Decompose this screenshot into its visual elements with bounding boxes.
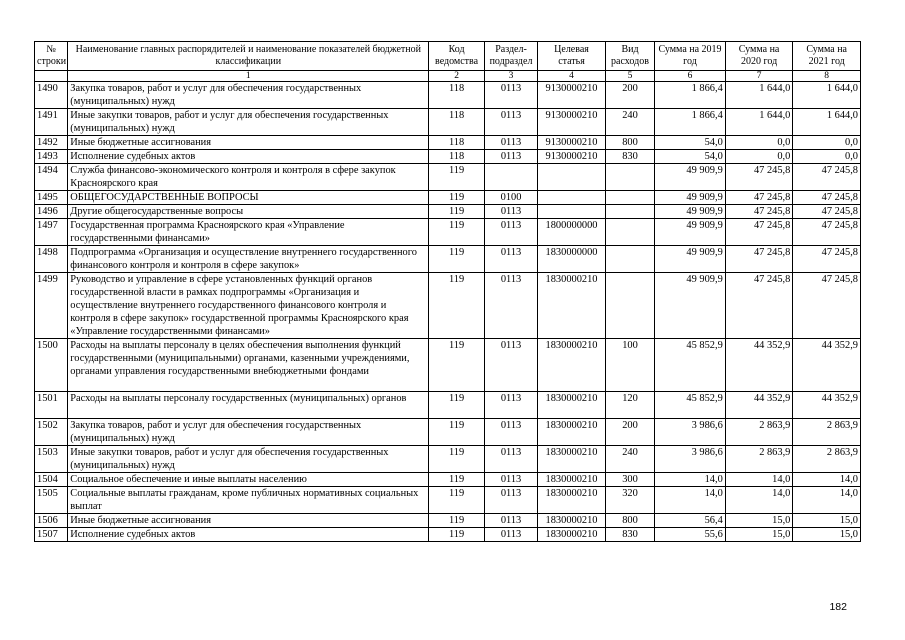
row-target-item: 1800000000	[538, 219, 606, 246]
budget-table	[34, 41, 861, 542]
row-sum-2020: 47 245,8	[725, 273, 793, 339]
row-section: 0113	[484, 473, 537, 487]
row-number: 1495	[35, 191, 68, 205]
row-department-code: 119	[429, 473, 484, 487]
row-expense-type	[605, 273, 654, 339]
row-name: Расходы на выплаты персоналу в целях обеспечения выполнения функций государственными (муниципальными) органами, казенными учреждениями, органами управления государственными внебюджетными фондами	[68, 339, 429, 392]
row-department-code: 119	[429, 191, 484, 205]
row-sum-2021: 1 644,0	[793, 82, 861, 109]
row-sum-2021: 0,0	[793, 150, 861, 164]
row-expense-type: 830	[605, 528, 654, 542]
row-name: Исполнение судебных актов	[68, 150, 429, 164]
row-sum-2020: 44 352,9	[725, 339, 793, 392]
row-number: 1504	[35, 473, 68, 487]
row-target-item: 9130000210	[538, 150, 606, 164]
table-body	[35, 82, 861, 542]
row-department-code: 118	[429, 136, 484, 150]
table-row	[35, 473, 861, 487]
row-department-code: 119	[429, 164, 484, 191]
row-sum-2021: 47 245,8	[793, 246, 861, 273]
row-section: 0113	[484, 446, 537, 473]
row-sum-2021: 14,0	[793, 473, 861, 487]
row-name: Социальные выплаты гражданам, кроме публичных нормативных социальных выплат	[68, 487, 429, 514]
row-section: 0113	[484, 150, 537, 164]
table-row	[35, 528, 861, 542]
row-number: 1500	[35, 339, 68, 392]
row-target-item	[538, 205, 606, 219]
row-sum-2020: 44 352,9	[725, 392, 793, 419]
row-number: 1501	[35, 392, 68, 419]
row-number: 1491	[35, 109, 68, 136]
row-number: 1503	[35, 446, 68, 473]
row-department-code: 118	[429, 82, 484, 109]
row-department-code: 119	[429, 419, 484, 446]
row-sum-2021: 1 644,0	[793, 109, 861, 136]
row-target-item: 1830000000	[538, 246, 606, 273]
row-sum-2020: 0,0	[725, 150, 793, 164]
row-sum-2019: 54,0	[655, 136, 726, 150]
row-target-item: 1830000210	[538, 487, 606, 514]
row-expense-type: 830	[605, 150, 654, 164]
row-sum-2019: 45 852,9	[655, 339, 726, 392]
row-sum-2021: 47 245,8	[793, 219, 861, 246]
column-number: 8	[793, 71, 861, 82]
row-section: 0113	[484, 136, 537, 150]
table-row	[35, 514, 861, 528]
row-name: ОБЩЕГОСУДАРСТВЕННЫЕ ВОПРОСЫ	[68, 191, 429, 205]
column-number: 6	[655, 71, 726, 82]
row-number: 1492	[35, 136, 68, 150]
row-sum-2020: 47 245,8	[725, 205, 793, 219]
row-name: Другие общегосударственные вопросы	[68, 205, 429, 219]
row-expense-type: 100	[605, 339, 654, 392]
row-target-item: 1830000210	[538, 273, 606, 339]
col-target-item: Целевая статья	[538, 42, 606, 71]
row-name: Иные бюджетные ассигнования	[68, 136, 429, 150]
row-section: 0113	[484, 246, 537, 273]
column-number: 3	[484, 71, 537, 82]
row-expense-type: 320	[605, 487, 654, 514]
row-expense-type	[605, 164, 654, 191]
column-number: 4	[538, 71, 606, 82]
table-row	[35, 150, 861, 164]
table-row	[35, 273, 861, 339]
row-sum-2020: 14,0	[725, 487, 793, 514]
row-expense-type	[605, 205, 654, 219]
table-row	[35, 487, 861, 514]
row-sum-2020: 14,0	[725, 473, 793, 487]
row-sum-2021: 44 352,9	[793, 392, 861, 419]
row-section: 0113	[484, 273, 537, 339]
col-section: Раздел-подраздел	[484, 42, 537, 71]
row-target-item: 9130000210	[538, 109, 606, 136]
row-target-item	[538, 191, 606, 205]
row-target-item: 1830000210	[538, 528, 606, 542]
row-number: 1490	[35, 82, 68, 109]
row-department-code: 118	[429, 109, 484, 136]
row-expense-type: 240	[605, 109, 654, 136]
row-sum-2021: 2 863,9	[793, 446, 861, 473]
column-number	[35, 71, 68, 82]
row-name: Служба финансово-экономического контроля и контроля в сфере закупок Красноярского края	[68, 164, 429, 191]
row-name: Государственная программа Красноярского края «Управление государственными финансами»	[68, 219, 429, 246]
row-sum-2019: 49 909,9	[655, 164, 726, 191]
row-sum-2021: 0,0	[793, 136, 861, 150]
row-expense-type: 200	[605, 419, 654, 446]
column-number: 2	[429, 71, 484, 82]
column-numbers-row	[35, 71, 861, 82]
row-sum-2020: 2 863,9	[725, 446, 793, 473]
row-number: 1507	[35, 528, 68, 542]
row-section: 0113	[484, 528, 537, 542]
row-number: 1493	[35, 150, 68, 164]
row-section: 0113	[484, 392, 537, 419]
col-sum-2020: Сумма на 2020 год	[725, 42, 793, 71]
table-row	[35, 219, 861, 246]
table-row	[35, 136, 861, 150]
row-target-item: 9130000210	[538, 136, 606, 150]
row-number: 1497	[35, 219, 68, 246]
row-sum-2021: 47 245,8	[793, 191, 861, 205]
col-sum-2019: Сумма на 2019 год	[655, 42, 726, 71]
table-row	[35, 446, 861, 473]
row-section: 0113	[484, 205, 537, 219]
row-expense-type: 800	[605, 136, 654, 150]
row-name: Социальное обеспечение и иные выплаты населению	[68, 473, 429, 487]
column-number: 5	[605, 71, 654, 82]
table-row	[35, 339, 861, 392]
row-name: Подпрограмма «Организация и осуществление внутреннего государственного финансового контроля и контроля в сфере закупок»	[68, 246, 429, 273]
row-section: 0113	[484, 339, 537, 392]
row-name: Закупка товаров, работ и услуг для обеспечения государственных (муниципальных) нужд	[68, 82, 429, 109]
row-sum-2020: 47 245,8	[725, 191, 793, 205]
row-sum-2021: 47 245,8	[793, 273, 861, 339]
row-name: Иные закупки товаров, работ и услуг для обеспечения государственных (муниципальных) нужд	[68, 446, 429, 473]
row-section: 0113	[484, 419, 537, 446]
row-number: 1502	[35, 419, 68, 446]
row-number: 1505	[35, 487, 68, 514]
row-sum-2019: 54,0	[655, 150, 726, 164]
row-sum-2020: 47 245,8	[725, 246, 793, 273]
row-department-code: 118	[429, 150, 484, 164]
row-expense-type: 200	[605, 82, 654, 109]
row-department-code: 119	[429, 446, 484, 473]
row-number: 1496	[35, 205, 68, 219]
row-number: 1506	[35, 514, 68, 528]
col-department-code: Код ведомства	[429, 42, 484, 71]
row-sum-2019: 49 909,9	[655, 246, 726, 273]
row-sum-2020: 47 245,8	[725, 164, 793, 191]
row-expense-type	[605, 219, 654, 246]
row-expense-type: 120	[605, 392, 654, 419]
row-sum-2019: 3 986,6	[655, 446, 726, 473]
table-row	[35, 205, 861, 219]
row-sum-2021: 44 352,9	[793, 339, 861, 392]
row-sum-2019: 49 909,9	[655, 273, 726, 339]
row-sum-2019: 49 909,9	[655, 205, 726, 219]
row-sum-2019: 14,0	[655, 473, 726, 487]
row-department-code: 119	[429, 219, 484, 246]
row-department-code: 119	[429, 246, 484, 273]
row-sum-2020: 1 644,0	[725, 109, 793, 136]
row-sum-2021: 15,0	[793, 528, 861, 542]
col-name: Наименование главных распорядителей и наименование показателей бюджетной классификации	[68, 42, 429, 71]
row-target-item: 1830000210	[538, 446, 606, 473]
row-name: Иные закупки товаров, работ и услуг для обеспечения государственных (муниципальных) нужд	[68, 109, 429, 136]
row-number: 1499	[35, 273, 68, 339]
row-section: 0113	[484, 109, 537, 136]
row-sum-2019: 49 909,9	[655, 191, 726, 205]
row-expense-type: 240	[605, 446, 654, 473]
row-sum-2019: 49 909,9	[655, 219, 726, 246]
row-sum-2021: 15,0	[793, 514, 861, 528]
table-header	[35, 42, 861, 82]
page-number: 182	[829, 601, 847, 613]
row-sum-2019: 3 986,6	[655, 419, 726, 446]
row-expense-type	[605, 246, 654, 273]
row-department-code: 119	[429, 487, 484, 514]
row-sum-2021: 47 245,8	[793, 164, 861, 191]
row-name: Расходы на выплаты персоналу государственных (муниципальных) органов	[68, 392, 429, 419]
row-target-item: 9130000210	[538, 82, 606, 109]
row-name: Закупка товаров, работ и услуг для обеспечения государственных (муниципальных) нужд	[68, 419, 429, 446]
row-section: 0113	[484, 219, 537, 246]
row-sum-2019: 1 866,4	[655, 82, 726, 109]
row-number: 1494	[35, 164, 68, 191]
row-section: 0100	[484, 191, 537, 205]
row-sum-2021: 14,0	[793, 487, 861, 514]
row-department-code: 119	[429, 273, 484, 339]
row-expense-type: 800	[605, 514, 654, 528]
table-row	[35, 82, 861, 109]
row-department-code: 119	[429, 528, 484, 542]
table-row	[35, 392, 861, 419]
row-sum-2019: 55,6	[655, 528, 726, 542]
row-department-code: 119	[429, 339, 484, 392]
row-target-item: 1830000210	[538, 473, 606, 487]
table-row	[35, 246, 861, 273]
row-sum-2020: 47 245,8	[725, 219, 793, 246]
row-number: 1498	[35, 246, 68, 273]
col-row-number: № строки	[35, 42, 68, 71]
row-sum-2019: 45 852,9	[655, 392, 726, 419]
row-department-code: 119	[429, 205, 484, 219]
row-expense-type	[605, 191, 654, 205]
row-sum-2019: 14,0	[655, 487, 726, 514]
column-number: 7	[725, 71, 793, 82]
row-target-item: 1830000210	[538, 392, 606, 419]
row-sum-2020: 2 863,9	[725, 419, 793, 446]
table-row	[35, 164, 861, 191]
row-department-code: 119	[429, 514, 484, 528]
row-sum-2021: 2 863,9	[793, 419, 861, 446]
row-department-code: 119	[429, 392, 484, 419]
row-section: 0113	[484, 487, 537, 514]
row-target-item: 1830000210	[538, 419, 606, 446]
table-row	[35, 191, 861, 205]
row-sum-2020: 15,0	[725, 514, 793, 528]
row-name: Иные бюджетные ассигнования	[68, 514, 429, 528]
col-sum-2021: Сумма на 2021 год	[793, 42, 861, 71]
column-number: 1	[68, 71, 429, 82]
table-row	[35, 109, 861, 136]
table-row	[35, 419, 861, 446]
row-sum-2020: 15,0	[725, 528, 793, 542]
row-sum-2019: 1 866,4	[655, 109, 726, 136]
col-expense-type: Вид расходов	[605, 42, 654, 71]
row-section: 0113	[484, 82, 537, 109]
row-section	[484, 164, 537, 191]
row-section: 0113	[484, 514, 537, 528]
row-target-item: 1830000210	[538, 514, 606, 528]
row-target-item: 1830000210	[538, 339, 606, 392]
row-name: Руководство и управление в сфере установленных функций органов государственной власти в рамках подпрограммы «Организация и осуществление внутреннего государственного финансового контроля и контроля в сфере закупок» государственной программы Красноярского края «Управление государственными финансами»	[68, 273, 429, 339]
row-sum-2020: 1 644,0	[725, 82, 793, 109]
row-sum-2020: 0,0	[725, 136, 793, 150]
row-name: Исполнение судебных актов	[68, 528, 429, 542]
row-sum-2019: 56,4	[655, 514, 726, 528]
row-target-item	[538, 164, 606, 191]
row-sum-2021: 47 245,8	[793, 205, 861, 219]
row-expense-type: 300	[605, 473, 654, 487]
